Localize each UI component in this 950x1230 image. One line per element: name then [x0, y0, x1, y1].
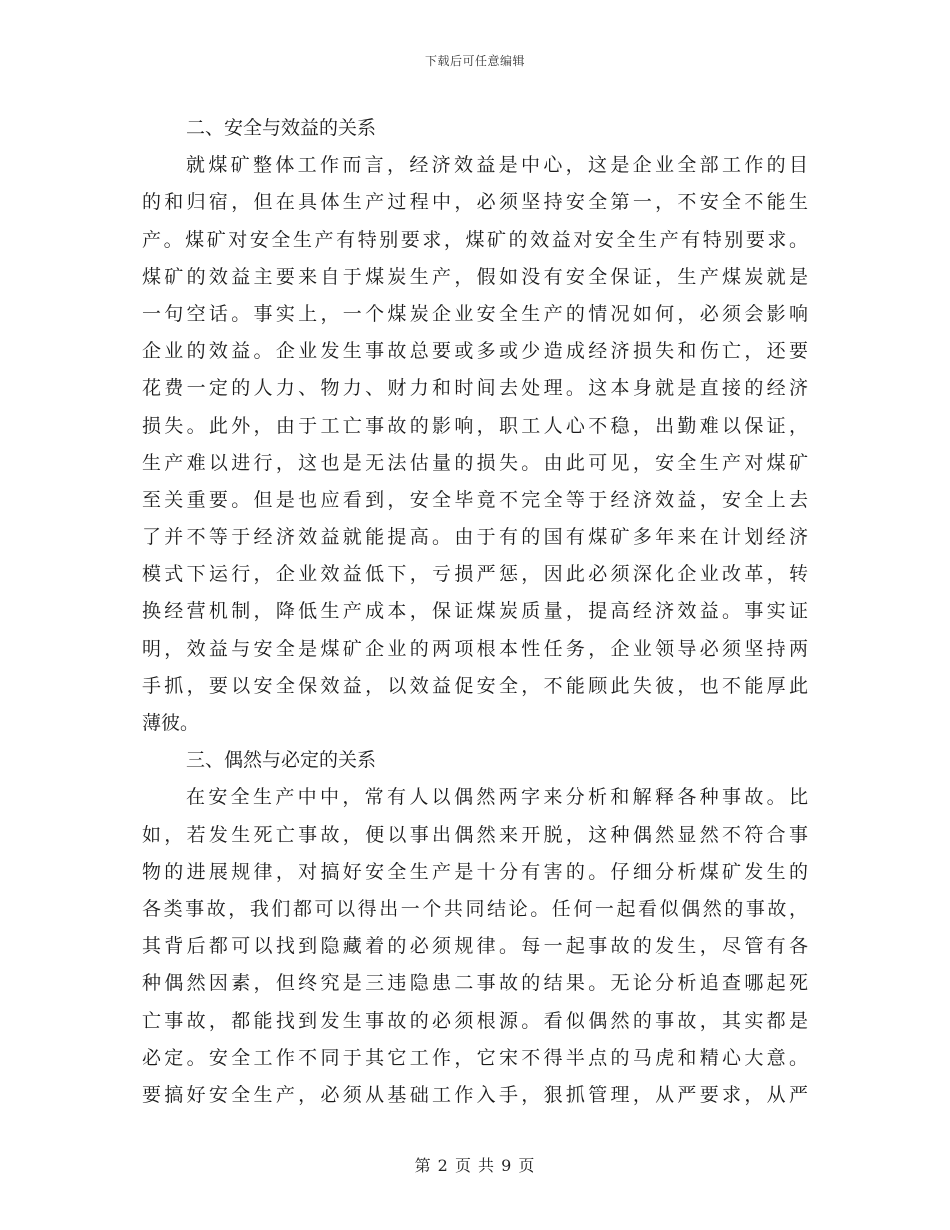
paragraph-line: 亡事故，都能找到发生事故的必须根源。看似偶然的事故，其实都是: [142, 1009, 808, 1032]
paragraph-line: 至关重要。但是也应看到，安全毕竟不完全等于经济效益，安全上去: [142, 488, 808, 511]
paragraph-line: 各类事故，我们都可以得出一个共同结论。任何一起看似偶然的事故，: [142, 897, 808, 920]
paragraph-line: 产。煤矿对安全生产有特别要求，煤矿的效益对安全生产有特别要求。: [142, 228, 808, 251]
paragraph-line: 其背后都可以找到隐藏着的必须规律。每一起事故的发生，尽管有各: [142, 935, 808, 958]
paragraph-line: 如，若发生死亡事故，便以事出偶然来开脱，这种偶然显然不符合事: [142, 823, 808, 846]
page-header: 下载后可任意编辑: [424, 54, 525, 68]
document-body: [142, 110, 808, 1114]
paragraph-line: 必定。安全工作不同于其它工作，它宋不得半点的马虎和精心大意。: [142, 1046, 808, 1069]
paragraph-line: 种偶然因素，但终究是三违隐患二事故的结果。无论分析追查哪起死: [142, 972, 808, 995]
paragraph-line: 在安全生产中中，常有人以偶然两字来分析和解释各种事故。比: [186, 786, 808, 809]
paragraph-line: 手抓，要以安全保效益，以效益促安全，不能顾此失彼，也不能厚此: [142, 674, 808, 697]
section-heading: 二、安全与效益的关系: [186, 117, 377, 139]
paragraph-line: 花费一定的人力、物力、财力和时间去处理。这本身就是直接的经济: [142, 377, 808, 400]
paragraph-line: 明，效益与安全是煤矿企业的两项根本性任务，企业领导必须坚持两: [142, 637, 808, 660]
paragraph-line: 企业的效益。企业发生事故总要或多或少造成经济损失和伤亡，还要: [142, 340, 808, 363]
paragraph-line: 了并不等于经济效益就能提高。由于有的国有煤矿多年来在计划经济: [142, 526, 808, 549]
paragraph-line: 物的进展规律，对搞好安全生产是十分有害的。仔细分析煤矿发生的: [142, 860, 808, 883]
paragraph-line: 模式下运行，企业效益低下，亏损严惩，因此必须深化企业改革，转: [142, 563, 808, 586]
paragraph-line: 煤矿的效益主要来自于煤炭生产，假如没有安全保证，生产煤炭就是: [142, 265, 808, 288]
paragraph-line: 薄彼。: [142, 712, 200, 734]
page-number-footer: 第 2 页 共 9 页: [414, 1156, 536, 1175]
paragraph-line: 要搞好安全生产，必须从基础工作入手，狠抓管理，从严要求，从严: [142, 1083, 808, 1106]
section-heading: 三、偶然与必定的关系: [186, 749, 377, 772]
paragraph-line: 换经营机制，降低生产成本，保证煤炭质量，提高经济效益。事实证: [142, 600, 808, 623]
paragraph-line: 的和归宿，但在具体生产过程中，必须坚持安全第一，不安全不能生: [142, 191, 808, 214]
paragraph-line: 损失。此外，由于工亡事故的影响，职工人心不稳，出勤难以保证，: [142, 414, 808, 437]
paragraph-line: 一句空话。事实上，一个煤炭企业安全生产的情况如何，必须会影响: [142, 302, 808, 325]
paragraph-line: 就煤矿整体工作而言，经济效益是中心，这是企业全部工作的目: [186, 154, 808, 177]
paragraph-line: 生产难以进行，这也是无法估量的损失。由此可见，安全生产对煤矿: [142, 451, 808, 474]
